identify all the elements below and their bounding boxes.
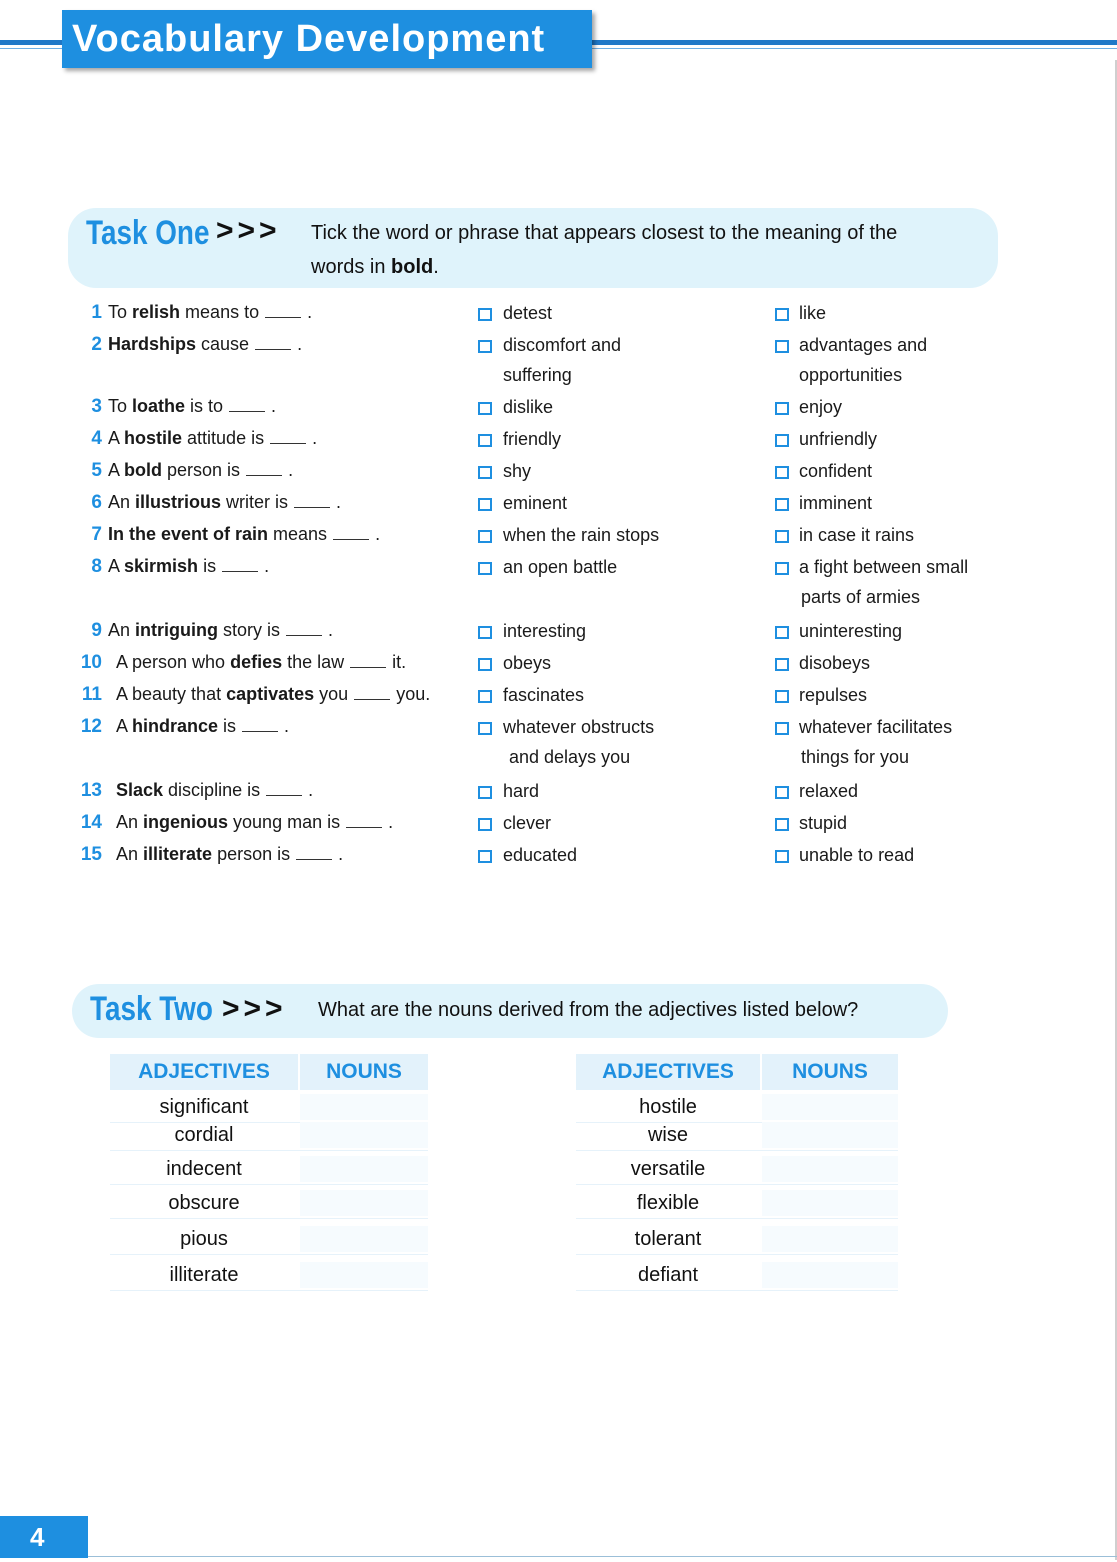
option-a-label: whatever obstructs: [503, 717, 655, 737]
question-row: [0, 680, 1117, 712]
option-a-checkbox[interactable]: [478, 658, 492, 671]
right-noun-cell[interactable]: [762, 1262, 898, 1288]
option-a-label: discomfort and: [503, 335, 622, 355]
option-b-label-continued: parts of armies: [801, 587, 921, 607]
answer-blank[interactable]: [333, 525, 369, 540]
bold-term: hostile: [124, 428, 183, 448]
task-two-instruction: What are the nouns derived from the adjectives listed below?: [318, 999, 859, 1021]
right-noun-cell[interactable]: [762, 1156, 898, 1182]
option-b-checkbox[interactable]: [775, 626, 789, 639]
option-b-label: unfriendly: [799, 429, 878, 449]
question-text: An intriguing story is .: [108, 620, 334, 640]
option-a-label-continued: and delays you: [509, 747, 631, 767]
task-one-title: Task One: [86, 214, 210, 252]
bold-term: defies: [230, 652, 283, 672]
answer-blank[interactable]: [265, 303, 301, 318]
bold-word: bold: [391, 256, 434, 278]
answer-blank[interactable]: [266, 781, 302, 796]
question-text: A hostile attitude is .: [108, 428, 318, 448]
option-a-label: interesting: [503, 621, 587, 641]
option-a-checkbox[interactable]: [478, 722, 492, 735]
option-b-label: whatever facilitates: [799, 717, 953, 737]
table-row-divider: [576, 1290, 898, 1291]
question-row: [0, 424, 1117, 456]
question-number: 5: [91, 460, 102, 481]
question-text: Slack discipline is .: [116, 780, 314, 800]
option-a-label: educated: [503, 845, 578, 865]
task-one-instruction-line1: Tick the word or phrase that appears closest to the meaning of the: [311, 222, 898, 244]
left-adjective-cell: indecent: [166, 1158, 242, 1180]
option-b-label: a fight between small: [799, 557, 969, 577]
option-a-checkbox[interactable]: [478, 434, 492, 447]
answer-blank[interactable]: [296, 845, 332, 860]
option-b-label: relaxed: [799, 781, 859, 801]
option-b-label-continued: opportunities: [799, 365, 903, 385]
option-b-label: repulses: [799, 685, 868, 705]
task-two-title: Task Two: [90, 990, 213, 1028]
answer-blank[interactable]: [286, 621, 322, 636]
table-row-divider: [576, 1184, 898, 1185]
question-number: 7: [91, 524, 102, 545]
option-a-label: eminent: [503, 493, 568, 513]
option-b-checkbox[interactable]: [775, 818, 789, 831]
table-row-divider: [110, 1290, 428, 1291]
answer-blank[interactable]: [229, 397, 265, 412]
option-a-checkbox[interactable]: [478, 818, 492, 831]
option-a-checkbox[interactable]: [478, 402, 492, 415]
right-adjective-cell: versatile: [630, 1158, 706, 1180]
question-row: [0, 616, 1117, 648]
left-noun-cell[interactable]: [300, 1226, 428, 1252]
left-noun-cell[interactable]: [300, 1156, 428, 1182]
answer-blank[interactable]: [354, 685, 390, 700]
bold-term: illustrious: [135, 492, 222, 512]
answer-blank[interactable]: [222, 557, 258, 572]
right-adjectives-header: ADJECTIVES: [576, 1054, 760, 1090]
option-a-label: dislike: [503, 397, 554, 417]
answer-blank[interactable]: [270, 429, 306, 444]
option-b-checkbox[interactable]: [775, 722, 789, 735]
question-number: 10: [80, 652, 102, 673]
option-a-label-continued: suffering: [503, 365, 572, 385]
option-a-label: clever: [503, 813, 552, 833]
option-b-checkbox[interactable]: [775, 340, 789, 353]
right-adjective-cell: wise: [647, 1124, 688, 1146]
page-number: 4: [0, 1516, 88, 1558]
right-noun-cell[interactable]: [762, 1094, 898, 1120]
question-text: In the event of rain means .: [108, 524, 381, 544]
option-b-checkbox[interactable]: [775, 466, 789, 479]
option-b-label: disobeys: [799, 653, 871, 673]
option-a-label: friendly: [503, 429, 562, 449]
answer-blank[interactable]: [350, 653, 386, 668]
question-row: [0, 808, 1117, 840]
option-b-checkbox[interactable]: [775, 530, 789, 543]
question-text: A bold person is .: [108, 460, 294, 480]
question-row: [0, 776, 1117, 808]
question-row: [0, 456, 1117, 488]
answer-blank[interactable]: [246, 461, 282, 476]
table-row-divider: [110, 1184, 428, 1185]
right-adjective-cell: hostile: [639, 1096, 697, 1118]
option-a-checkbox[interactable]: [478, 850, 492, 863]
question-text: An ingenious young man is .: [116, 812, 394, 832]
question-text: A beauty that captivates you you.: [116, 684, 431, 704]
option-b-label: imminent: [799, 493, 873, 513]
option-a-checkbox[interactable]: [478, 340, 492, 353]
question-number: 2: [91, 334, 102, 355]
left-adjective-cell: illiterate: [169, 1264, 239, 1286]
task-one-instruction: [311, 216, 991, 284]
question-row: [0, 392, 1117, 424]
left-adjective-cell: pious: [180, 1228, 228, 1250]
task-one-instruction-line2: words in bold.: [311, 256, 439, 278]
table-row-divider: [110, 1218, 428, 1219]
option-b-label-continued: things for you: [801, 747, 910, 767]
bold-term: intriguing: [135, 620, 219, 640]
bold-term: In the event of rain: [108, 524, 269, 544]
right-noun-cell[interactable]: [762, 1226, 898, 1252]
option-a-checkbox[interactable]: [478, 530, 492, 543]
question-row: [0, 298, 1117, 330]
option-b-checkbox[interactable]: [775, 786, 789, 799]
table-row-divider: [576, 1254, 898, 1255]
option-b-checkbox[interactable]: [775, 658, 789, 671]
question-number: 6: [91, 492, 102, 513]
left-noun-cell[interactable]: [300, 1262, 428, 1288]
option-b-label: confident: [799, 461, 873, 481]
bold-term: relish: [132, 302, 181, 322]
question-row: [0, 840, 1117, 872]
question-number: 12: [80, 716, 102, 737]
question-number: 4: [91, 428, 102, 449]
table-row-divider: [110, 1150, 428, 1151]
question-number: 8: [91, 556, 102, 577]
question-text: An illustrious writer is .: [108, 492, 342, 512]
option-a-label: hard: [503, 781, 540, 801]
question-text: To loathe is to .: [108, 396, 277, 416]
bold-term: captivates: [226, 684, 315, 704]
bold-term: illiterate: [143, 844, 213, 864]
question-row: [0, 330, 1117, 385]
right-adjective-cell: defiant: [637, 1264, 699, 1286]
footer-rule: [88, 1556, 1117, 1557]
option-a-label: detest: [503, 303, 553, 323]
right-noun-cell[interactable]: [762, 1122, 898, 1148]
right-noun-cell[interactable]: [762, 1190, 898, 1216]
option-a-label: an open battle: [503, 557, 618, 577]
option-a-checkbox[interactable]: [478, 690, 492, 703]
option-a-checkbox[interactable]: [478, 498, 492, 511]
option-a-checkbox[interactable]: [478, 562, 492, 575]
right-adjective-cell: flexible: [636, 1192, 700, 1214]
option-a-label: fascinates: [503, 685, 585, 705]
bold-term: bold: [124, 460, 163, 480]
bold-term: Hardships: [108, 334, 197, 354]
option-a-checkbox[interactable]: [478, 466, 492, 479]
option-b-label: like: [799, 303, 827, 323]
option-b-label: in case it rains: [799, 525, 915, 545]
answer-blank[interactable]: [294, 493, 330, 508]
task-two-arrows: >>>: [222, 992, 287, 1025]
option-a-checkbox[interactable]: [478, 308, 492, 321]
question-number: 15: [80, 844, 102, 865]
task-one-arrows: >>>: [216, 214, 281, 247]
right-adjective-cell: tolerant: [634, 1228, 702, 1250]
question-row: [0, 520, 1117, 552]
left-noun-cell[interactable]: [300, 1094, 428, 1120]
question-number: 11: [81, 684, 102, 705]
bold-term: skirmish: [124, 556, 199, 576]
question-text: A hindrance is .: [116, 716, 290, 736]
question-number: 3: [91, 396, 102, 417]
table-row-divider: [576, 1218, 898, 1219]
option-b-checkbox[interactable]: [775, 498, 789, 511]
left-adjectives-header: ADJECTIVES: [110, 1054, 298, 1090]
bold-term: loathe: [132, 396, 186, 416]
option-b-label: enjoy: [799, 397, 843, 417]
question-row: [0, 712, 1117, 767]
option-b-checkbox[interactable]: [775, 402, 789, 415]
question-text: An illiterate person is .: [116, 844, 344, 864]
question-row: [0, 488, 1117, 520]
question-number: 13: [80, 780, 102, 801]
option-b-checkbox[interactable]: [775, 434, 789, 447]
option-b-label: uninteresting: [799, 621, 903, 641]
bold-term: Slack: [116, 780, 164, 800]
question-text: Hardships cause .: [108, 334, 303, 354]
option-a-label: shy: [503, 461, 532, 481]
left-noun-cell[interactable]: [300, 1122, 428, 1148]
left-adjective-cell: significant: [159, 1096, 249, 1118]
question-number: 1: [91, 302, 102, 323]
left-adjective-cell: obscure: [168, 1192, 240, 1214]
question-number: 14: [80, 812, 102, 833]
option-b-label: unable to read: [799, 845, 915, 865]
option-b-label: stupid: [799, 813, 848, 833]
option-a-checkbox[interactable]: [478, 786, 492, 799]
answer-blank[interactable]: [255, 335, 291, 350]
option-b-checkbox[interactable]: [775, 690, 789, 703]
answer-blank[interactable]: [346, 813, 382, 828]
question-text: A skirmish is .: [108, 556, 270, 576]
question-row: [0, 552, 1117, 607]
option-b-label: advantages and: [799, 335, 928, 355]
option-a-label: when the rain stops: [503, 525, 660, 545]
question-row: [0, 648, 1117, 680]
option-a-checkbox[interactable]: [478, 626, 492, 639]
option-b-checkbox[interactable]: [775, 850, 789, 863]
question-text: To relish means to .: [108, 302, 313, 322]
question-text: A person who defies the law it.: [116, 652, 407, 672]
bold-term: hindrance: [132, 716, 219, 736]
table-row-divider: [110, 1254, 428, 1255]
option-a-label: obeys: [503, 653, 552, 673]
right-nouns-header: NOUNS: [762, 1054, 898, 1090]
left-nouns-header: NOUNS: [300, 1054, 428, 1090]
answer-blank[interactable]: [242, 717, 278, 732]
option-b-checkbox[interactable]: [775, 308, 789, 321]
section-title: Vocabulary Development: [62, 10, 592, 68]
left-adjective-cell: cordial: [174, 1124, 234, 1146]
question-number: 9: [91, 620, 102, 641]
left-noun-cell[interactable]: [300, 1190, 428, 1216]
bold-term: ingenious: [143, 812, 229, 832]
table-row-divider: [576, 1150, 898, 1151]
option-b-checkbox[interactable]: [775, 562, 789, 575]
